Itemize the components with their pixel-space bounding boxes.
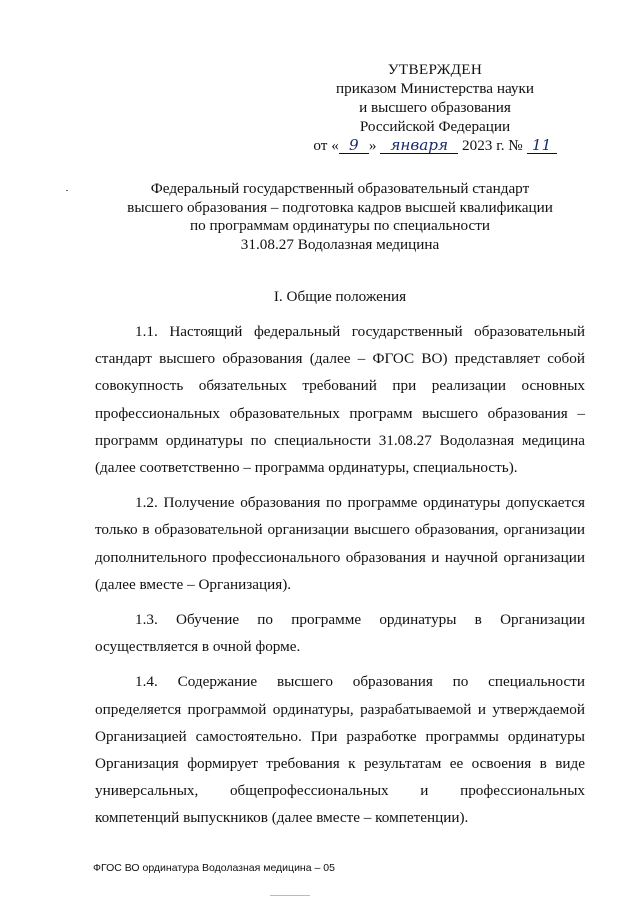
handwritten-order-number: 11 (527, 137, 557, 154)
paragraph-1-3: 1.3. Обучение по программе ординатуры в Организации осуществляется в очной форме. (95, 611, 585, 656)
approval-line-1: приказом Министерства науки (335, 80, 535, 97)
approval-title: УТВЕРЖДЕН (387, 61, 483, 78)
title-line-3: по программам ординатуры по специальности (190, 217, 490, 234)
document-title (80, 180, 600, 254)
paragraph-1-4: 1.4. Содержание высшего образования по специальности определяется программой ординатуры, разрабатываемой и утверждаемой Организацией самостоятельно. При разработке программы ординатуры Организация формирует требования к результатам ее освоения в виде универсальных, общепрофессиональных и профессиональных компетенций выпускников (далее вместе – компетенции). (95, 673, 585, 827)
handwritten-month: января (380, 137, 458, 154)
page-footer: ФГОС ВО ординатура Водолазная медицина – 05 (93, 862, 335, 874)
handwritten-day: 9 (339, 137, 369, 154)
title-line-2: высшего образования – подготовка кадров высшей квалификации (127, 198, 553, 216)
approval-date-line (300, 136, 570, 155)
section-heading: I. Общие положения (273, 288, 407, 305)
paragraph-1-1: 1.1. Настоящий федеральный государственный образовательный стандарт высшего образования (далее – ФГОС ВО) представляет собой совокупность обязательных требований при реализации основных профессиональных образовательных программ высшего образования – программ ординатуры по специальности 31.08.27 Водолазная медицина (далее соответственно – программа ординатуры, специальность). (95, 323, 585, 477)
approval-line-3: Российской Федерации (359, 118, 511, 135)
scan-speck (270, 895, 310, 896)
title-line-4: 31.08.27 Водолазная медицина (240, 235, 440, 253)
date-mid: » (368, 137, 377, 154)
paragraph-1-2: 1.2. Получение образования по программе ординатуры допускается только в образовательной организации высшего образования, организации дополнительного профессионального образования и научной организации (далее вместе – Организация). (95, 494, 585, 593)
body-text (95, 318, 585, 832)
approval-block (300, 60, 570, 155)
scan-speck (66, 190, 68, 191)
date-prefix: от « (313, 137, 339, 154)
approval-line-2: и высшего образования (359, 99, 511, 116)
title-line-1: Федеральный государственный образовательный стандарт (150, 180, 530, 197)
date-year: 2023 г. № (462, 137, 523, 154)
